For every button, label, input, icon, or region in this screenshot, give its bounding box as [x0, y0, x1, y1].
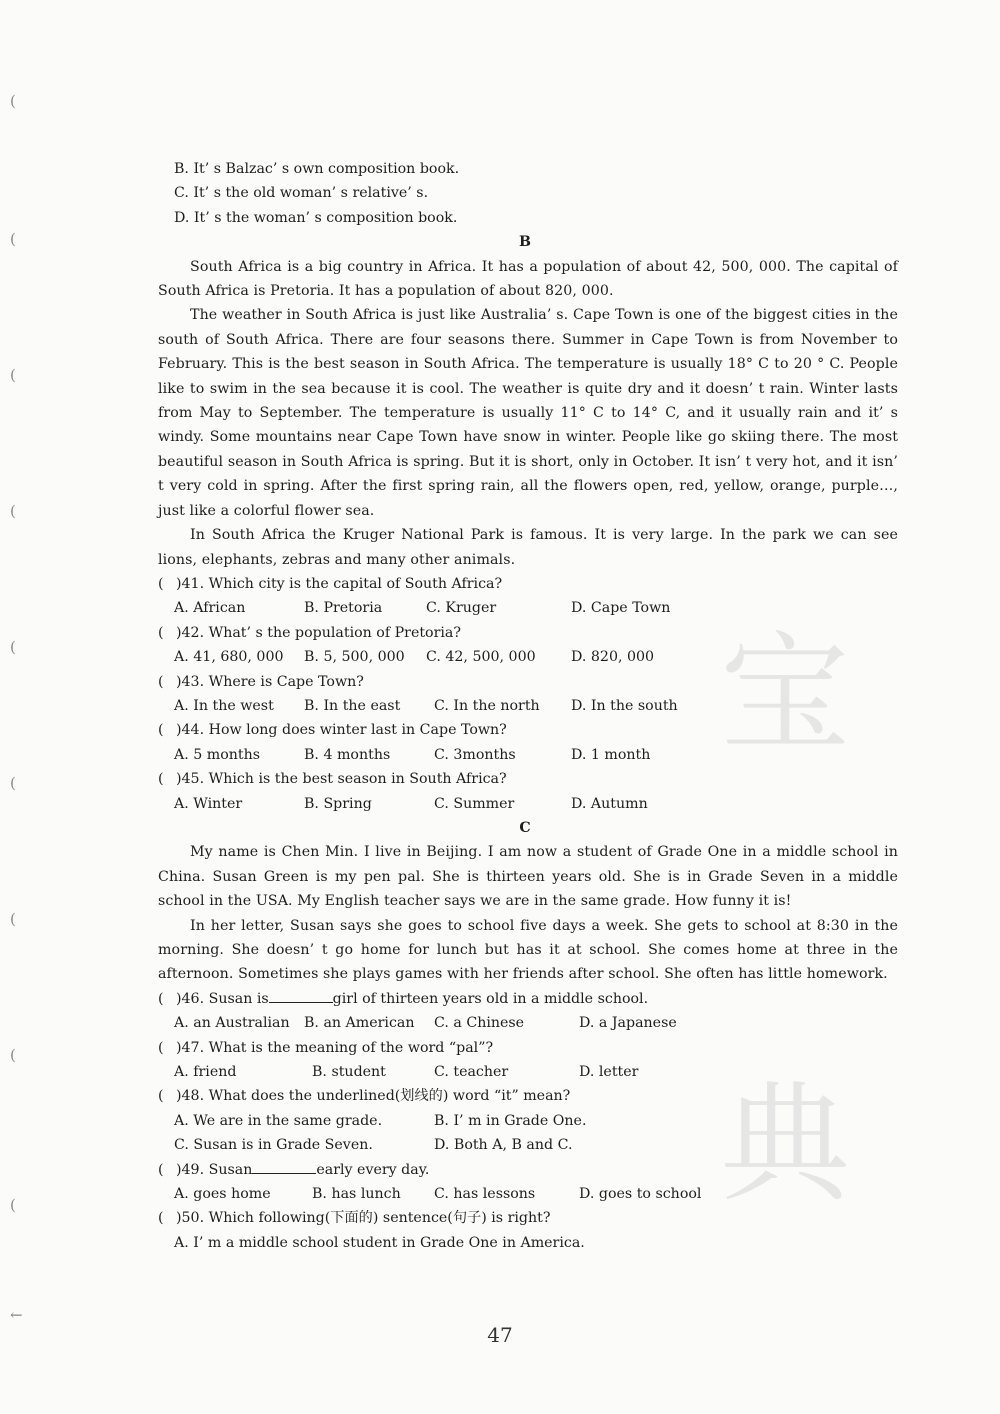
watermark-char: 宝: [719, 618, 850, 770]
option-c: C. In the north: [434, 697, 540, 714]
passage-paragraph: My name is Chen Min. I live in Beijing. I am now a student of Grade One in a middle school in China. Susan Green is my pen pal. She is thirteen years old. She is in Grade Seven in a middle school in the USA. My English teacher says we are in the same grade. How funny it is!: [158, 844, 898, 910]
question-text-cont: girl of thirteen years old in a middle school.: [332, 990, 649, 1007]
option-c: C. has lessons: [434, 1186, 536, 1203]
options-48-row2: [158, 1133, 898, 1157]
option-d: D. Both A, B and C.: [434, 1137, 573, 1154]
option-b: B. 4 months: [304, 746, 391, 763]
option-c: C. a Chinese: [434, 1015, 525, 1032]
prev-option-d: D. It’ s the woman’ s composition book.: [174, 209, 458, 226]
answer-bracket: (: [158, 1161, 164, 1178]
answer-bracket: (: [158, 1088, 164, 1105]
options-46: [158, 1011, 898, 1035]
passage-paragraph: The weather in South Africa is just like Australia’ s. Cape Town is one of the biggest cities in the south of South Africa. There are four seasons there. Summer in Cape Town is from November to February. This is the best season in South Africa. The temperature is usually 18° C to 20 ° C. People like to swim in the sea because it is cool. The weather is quite dry and it doesn’ t rain. Winter lasts from May to September. The temperature is usually 11° C to 14° C, and it usually rain and it’ s windy. Some mountains near Cape Town have snow in winter. People like go skiing there. The most beautiful season in South Africa is spring. But it is short, only in October. It isn’ t very hot, and it isn’ t very cold in spring. After the first spring rain, all the flowers open, red, yellow, orange, purple…, just like a colorful flower sea.: [158, 307, 898, 519]
option-a: A. friend: [174, 1064, 237, 1081]
question-46: [158, 987, 898, 1011]
section-heading-c: C: [519, 819, 531, 836]
options-47: [158, 1060, 898, 1084]
binding-mark: (: [10, 638, 16, 656]
option-d: D. letter: [579, 1064, 639, 1081]
prev-option-c: C. It’ s the old woman’ s relative’ s.: [174, 185, 429, 202]
binding-mark: (: [10, 1046, 16, 1064]
option-d: D. In the south: [571, 697, 678, 714]
option-c: C. 3months: [434, 746, 516, 763]
binding-mark: ←: [10, 1306, 23, 1324]
question-text: )50. Which following(下面的) sentence(句子) is right?: [176, 1210, 551, 1227]
option-b: B. student: [312, 1064, 386, 1081]
binding-mark: (: [10, 230, 16, 248]
question-text-cont: early every day.: [316, 1161, 430, 1178]
option-d: D. goes to school: [579, 1186, 702, 1203]
page-content: [158, 157, 898, 1255]
question-44: [158, 718, 898, 742]
option-b: B. 5, 500, 000: [304, 649, 405, 666]
binding-mark: (: [10, 366, 16, 384]
section-heading-b: B: [519, 234, 531, 251]
option-c: C. 42, 500, 000: [426, 649, 536, 666]
option-a: A. I’ m a middle school student in Grade One in America.: [174, 1234, 585, 1251]
answer-bracket: (: [158, 575, 164, 592]
question-text: )44. How long does winter last in Cape Town?: [176, 722, 507, 739]
binding-mark: (: [10, 92, 16, 110]
option-a: A. an Australian: [174, 1015, 290, 1032]
fill-blank[interactable]: [269, 988, 333, 1003]
option-b: B. In the east: [304, 697, 401, 714]
question-49: [158, 1158, 898, 1182]
question-text: )49. Susan: [176, 1161, 253, 1178]
question-text: )48. What does the underlined(划线的) word “it” mean?: [176, 1088, 571, 1105]
answer-bracket: (: [158, 673, 164, 690]
option-a: A. 41, 680, 000: [174, 649, 284, 666]
answer-bracket: (: [158, 722, 164, 739]
option-d: D. 1 month: [571, 746, 651, 763]
option-c: C. teacher: [434, 1064, 509, 1081]
option-c: C. Susan is in Grade Seven.: [174, 1137, 373, 1154]
binding-mark: (: [10, 502, 16, 520]
options-42: [158, 645, 898, 669]
page-number: 47: [487, 1323, 513, 1347]
binding-mark: (: [10, 1196, 16, 1214]
question-text: )45. Which is the best season in South Africa?: [176, 771, 507, 788]
answer-bracket: (: [158, 1039, 164, 1056]
question-48: [158, 1084, 898, 1108]
question-41: [158, 572, 898, 596]
question-text: )47. What is the meaning of the word “pal”?: [176, 1039, 494, 1056]
question-text: )42. What’ s the population of Pretoria?: [176, 624, 461, 641]
option-d: D. a Japanese: [579, 1015, 677, 1032]
option-b: B. Spring: [304, 795, 372, 812]
options-45: [158, 792, 898, 816]
option-a: A. African: [174, 600, 246, 617]
answer-bracket: (: [158, 990, 164, 1007]
option-b: B. has lunch: [312, 1186, 401, 1203]
option-a: A. We are in the same grade.: [174, 1112, 383, 1129]
option-a: A. Winter: [174, 795, 243, 812]
options-48-row1: [158, 1109, 898, 1133]
option-d: D. 820, 000: [571, 649, 655, 666]
question-50: [158, 1206, 898, 1230]
passage-paragraph: In South Africa the Kruger National Park is famous. It is very large. In the park we can see lions, elephants, zebras and many other animals.: [158, 527, 898, 568]
option-a: A. 5 months: [174, 746, 261, 763]
option-a: A. In the west: [174, 697, 274, 714]
options-44: [158, 743, 898, 767]
option-d: D. Cape Town: [571, 600, 671, 617]
option-b: B. Pretoria: [304, 600, 383, 617]
answer-bracket: (: [158, 771, 164, 788]
passage-paragraph: In her letter, Susan says she goes to school five days a week. She gets to school at 8:30 in the morning. She doesn’ t go home for lunch but has it at school. She comes home at three in the afternoon. Sometimes she plays games with her friends after school. She often has little homework.: [158, 917, 898, 983]
option-c: C. Kruger: [426, 600, 497, 617]
options-41: [158, 596, 898, 620]
answer-bracket: (: [158, 624, 164, 641]
option-c: C. Summer: [434, 795, 515, 812]
question-42: [158, 621, 898, 645]
options-50: [158, 1231, 898, 1255]
question-text: )46. Susan is: [176, 990, 269, 1007]
question-45: [158, 767, 898, 791]
option-a: A. goes home: [174, 1186, 271, 1203]
question-43: [158, 670, 898, 694]
option-b: B. I’ m in Grade One.: [434, 1112, 587, 1129]
passage-paragraph: South Africa is a big country in Africa. It has a population of about 42, 500, 000. The capital of South Africa is Pretoria. It has a population of about 820, 000.: [158, 258, 898, 300]
prev-option-b: B. It’ s Balzac’ s own composition book.: [174, 161, 460, 177]
options-43: [158, 694, 898, 718]
binding-mark: (: [10, 910, 16, 928]
answer-bracket: (: [158, 1210, 164, 1227]
binding-mark: (: [10, 774, 16, 792]
fill-blank[interactable]: [252, 1159, 316, 1174]
question-text: )41. Which city is the capital of South Africa?: [176, 575, 503, 592]
question-47: [158, 1036, 898, 1060]
options-49: [158, 1182, 898, 1206]
option-b: B. an American: [304, 1015, 415, 1032]
watermark-char: 典: [719, 1068, 850, 1220]
question-text: )43. Where is Cape Town?: [176, 673, 364, 690]
option-d: D. Autumn: [571, 795, 648, 812]
